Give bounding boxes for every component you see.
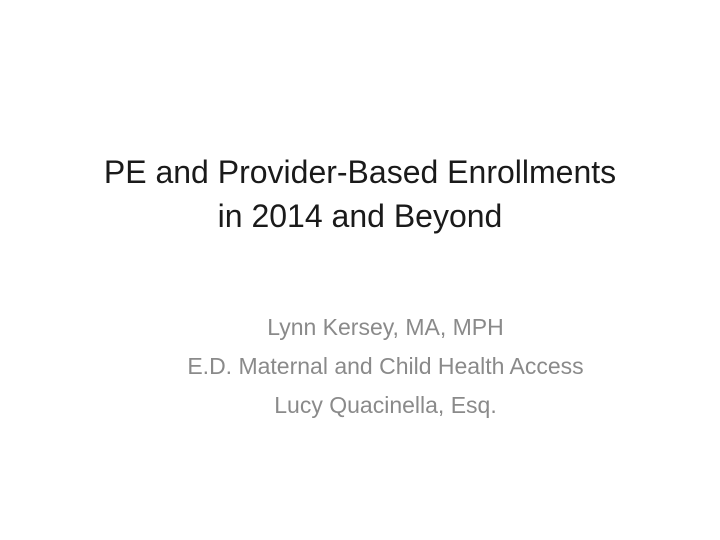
slide-subtitle <box>108 308 663 425</box>
presenter-name-1: Lynn Kersey, MA, MPH <box>267 314 504 340</box>
slide-title-line-1: PE and Provider-Based Enrollments <box>103 154 617 190</box>
presenter-affiliation: E.D. Maternal and Child Health Access <box>187 353 584 379</box>
presenter-name-2: Lucy Quacinella, Esq. <box>274 392 497 418</box>
slide-title <box>54 150 666 238</box>
slide-title-line-2: in 2014 and Beyond <box>217 198 503 234</box>
